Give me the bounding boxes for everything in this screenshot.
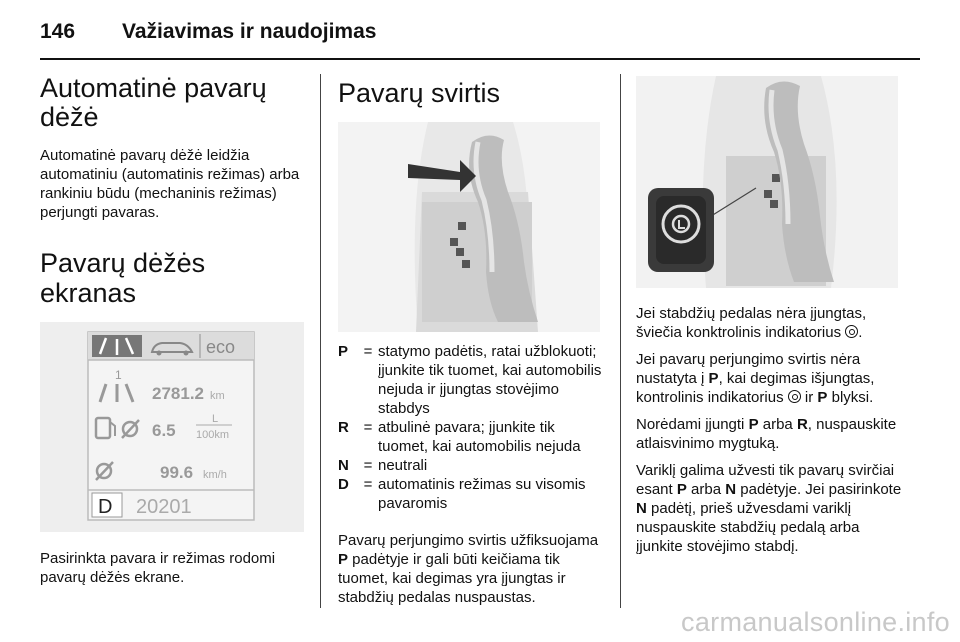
intro-paragraph: Automatinė pavarų dėžė leidžia automatiniu (automatinis režimas) arba rankiniu būdu (mechaninis režimas) perjungti pavaras. [40,147,300,221]
selector-lever-illustration [338,122,600,332]
selector-lever-figure [338,122,600,332]
engine-start-paragraph: Variklį galima užvesti tik pavarų svirčiai esant P arba N padėtyje. Jei pasirinkote N padėtį, prieš užvesdami variklį nuspauskite stabdžių pedalą arba įjunkite stovėjimo stabdį. [636,462,902,555]
selector-heading: Pavarų svirtis [338,78,501,108]
brake-indicator-paragraph: Jei stabdžių pedalas nėra įjungtas, šviečia konktrolinis indikatorius . [636,305,867,341]
middle-column [338,74,604,607]
watermark: carmanualsonline.info [681,607,950,637]
odometer-value: 2781.2 [152,384,204,403]
definition-n: N = neutrali [338,457,428,474]
control-indicator-icon [845,325,858,338]
odometer-unit: km [210,390,225,402]
display-heading: Pavarų dėžės ekranas [40,248,206,308]
gear-definitions [338,342,604,513]
transmission-display-figure [40,322,304,532]
column-divider-1 [320,74,321,608]
fuel-unit-top: L [212,413,219,425]
lever-lock-paragraph: Pavarų perjungimo svirtis užfiksuojama P padėtyje ir gali būti keičiama tik tuomet, kai degimas yra įjungtas ir stabdžių pedalas nuspaustas. [338,532,599,606]
display-caption: Pasirinkta pavara ir režimas rodomi pavarų dėžės ekrane. [40,550,276,586]
page-header [40,10,920,54]
right-column [636,74,904,556]
left-column [40,74,306,587]
column-divider-2 [620,74,621,608]
header-rule [40,58,920,60]
page-number: 146 [40,20,76,43]
gear-hint: 1 [115,368,122,382]
indicator-illustration [636,76,898,288]
chapter-title: Važiavimas ir naudojimas [122,20,377,43]
fuel-unit-bottom: 100km [196,429,230,441]
eco-label: eco [206,337,236,357]
indicator-figure [636,76,898,288]
section-title: Automatinė pavarų dėžė [40,73,267,132]
fuel-value: 6.5 [152,421,176,440]
release-button-paragraph: Norėdami įjungti P arba R, nuspauskite atlaisvinimo mygtuką. [636,416,897,452]
speed-unit: km/h [203,469,227,481]
definition-r: R = atbulinė pavara; įjunkite tik tuomet, kai automobilis nejuda [338,419,581,455]
definition-d: D = automatinis režimas su visomis pavaromis [338,476,586,512]
total-odometer: 20201 [136,496,192,518]
indicator-flash-paragraph: Jei pavarų perjungimo svirtis nėra nustatyta į P, kai degimas išjungtas, kontrolinis indikatorius ir P blyksi. [636,351,875,406]
transmission-display-illustration [40,322,304,532]
control-indicator-icon [788,390,801,403]
gear-indicator: D [98,496,113,518]
speed-value: 99.6 [160,463,194,482]
definition-p: P = statymo padėtis, ratai užblokuoti; įjunkite tik tuomet, kai automobilis nejuda ir įjungtas stovėjimo stabdys [338,343,602,417]
